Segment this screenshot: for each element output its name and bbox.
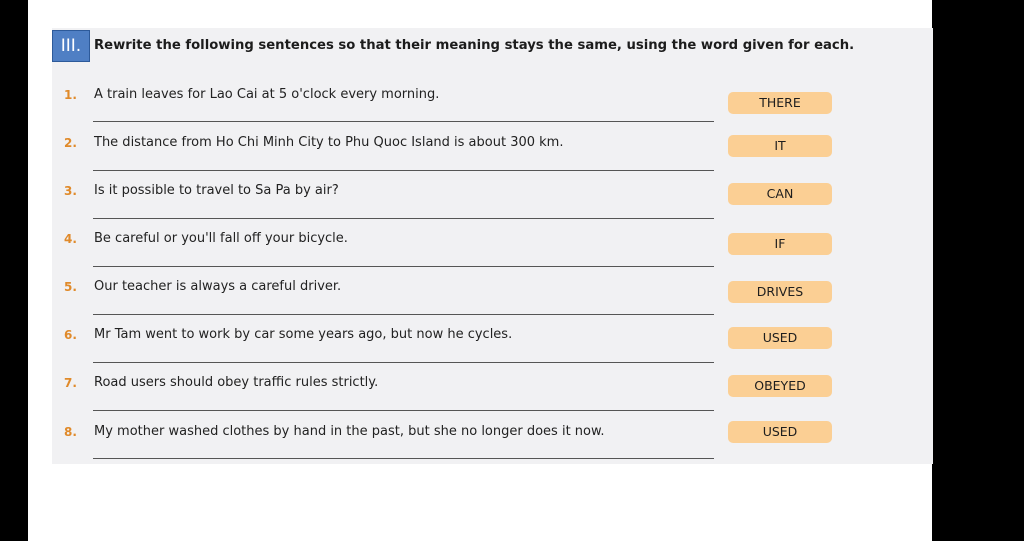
item-number: 2. [64,136,77,150]
keyword-badge: THERE [728,92,832,114]
item-number: 5. [64,280,77,294]
keyword-badge: IT [728,135,832,157]
item-number: 6. [64,328,77,342]
item-number: 1. [64,88,77,102]
keyword-badge: IF [728,233,832,255]
answer-line[interactable] [93,266,714,267]
item-sentence: Our teacher is always a careful driver. [94,279,342,294]
keyword-badge: USED [728,327,832,349]
answer-line[interactable] [93,458,714,459]
keyword-badge: CAN [728,183,832,205]
item-number: 8. [64,425,77,439]
item-sentence: The distance from Ho Chi Minh City to Phu Quoc Island is about 300 km. [94,135,564,150]
item-number: 7. [64,376,77,390]
answer-line[interactable] [93,170,714,171]
item-sentence: My mother washed clothes by hand in the past, but she no longer does it now. [94,424,605,439]
item-sentence: A train leaves for Lao Cai at 5 o'clock every morning. [94,87,440,102]
item-number: 4. [64,232,77,246]
section-numeral: III. [52,30,90,62]
answer-line[interactable] [93,314,714,315]
item-sentence: Is it possible to travel to Sa Pa by air? [94,183,339,198]
instruction-text: Rewrite the following sentences so that their meaning stays the same, using the word given for each. [94,38,855,53]
item-sentence: Be careful or you'll fall off your bicycle. [94,231,348,246]
keyword-badge: OBEYED [728,375,832,397]
item-sentence: Mr Tam went to work by car some years ago, but now he cycles. [94,327,513,342]
keyword-badge: USED [728,421,832,443]
keyword-badge: DRIVES [728,281,832,303]
answer-line[interactable] [93,410,714,411]
answer-line[interactable] [93,218,714,219]
item-number: 3. [64,184,77,198]
answer-line[interactable] [93,121,714,122]
answer-line[interactable] [93,362,714,363]
item-sentence: Road users should obey traffic rules strictly. [94,375,379,390]
